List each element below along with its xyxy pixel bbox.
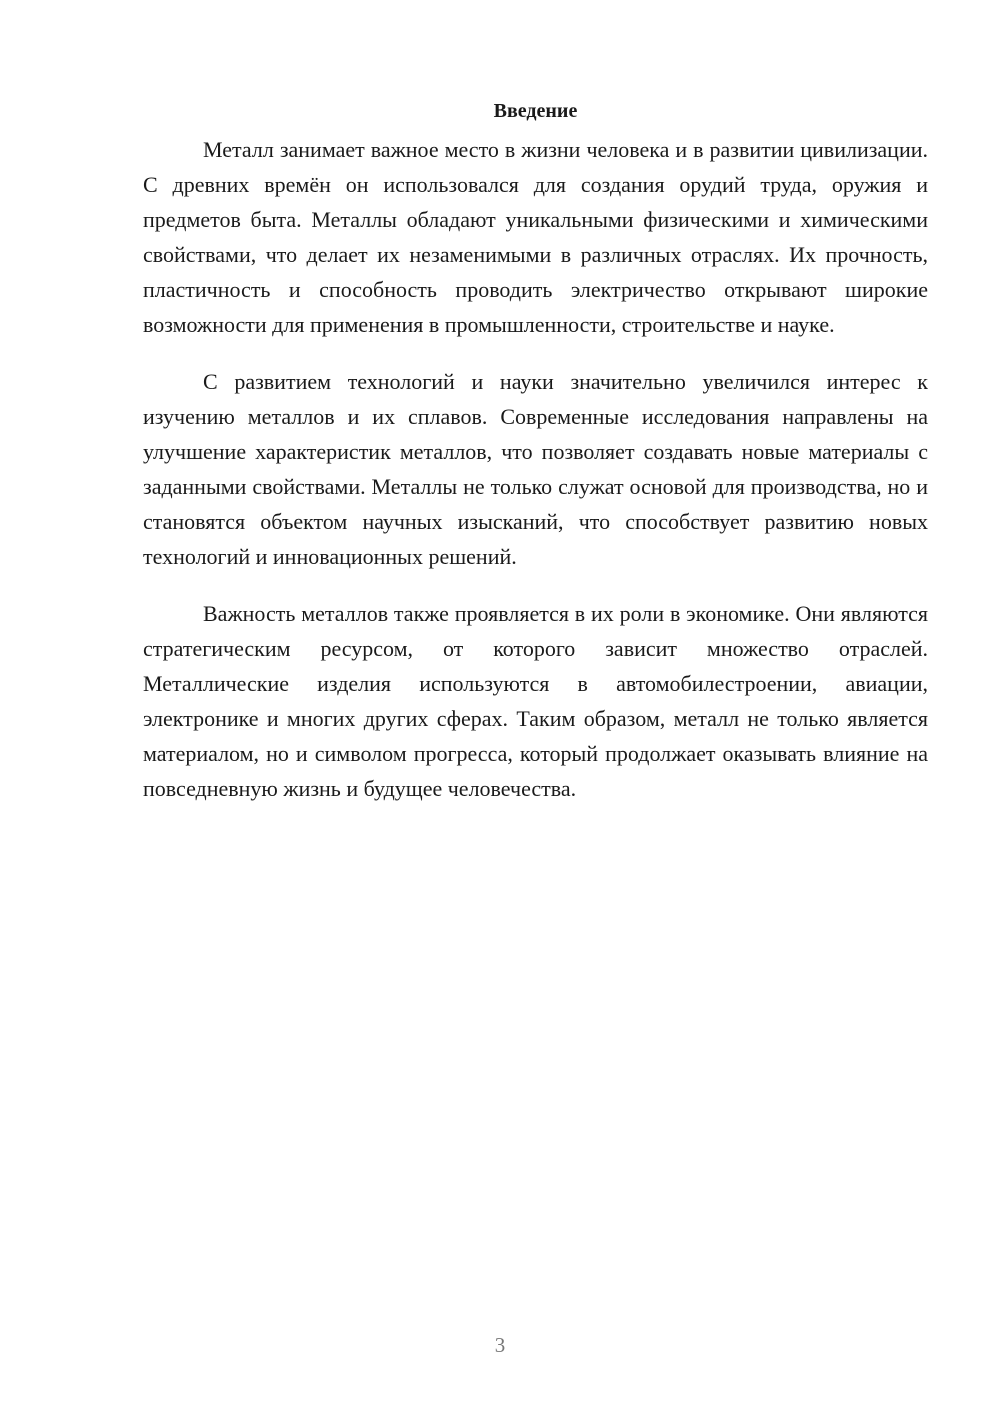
paragraph-1: Металл занимает важное место в жизни человека и в развитии цивилизации. С древних времён он использовался для создания орудий труда, оружия и предметов быта. Металлы обладают уникальными физическими и химическими свойствами, что делает их незаменимыми в различных отраслях. Их прочность, пластичность и способность проводить электричество открывают широкие возможности для применения в промышленности, строительстве и науке. [143,137,928,337]
paragraph-2: С развитием технологий и науки значительно увеличился интерес к изучению металлов и их сплавов. Современные исследования направлены на улучшение характеристик металлов, что позволяет создавать новые материалы с заданными свойствами. Металлы не только служат основой для производства, но и становятся объектом научных изысканий, что способствует развитию новых технологий и инновационных решений. [143,369,928,569]
paragraph-3: Важность металлов также проявляется в их роли в экономике. Они являются стратегическим ресурсом, от которого зависит множество отраслей. Металлические изделия используются в автомобилестроении, авиации, электронике и многих других сферах. Таким образом, металл не только является материалом, но и символом прогресса, который продолжает оказывать влияние на повседневную жизнь и будущее человечества. [143,601,928,801]
page-content [143,96,928,828]
page-number: 3 [494,1333,506,1357]
section-title: Введение [493,100,578,122]
